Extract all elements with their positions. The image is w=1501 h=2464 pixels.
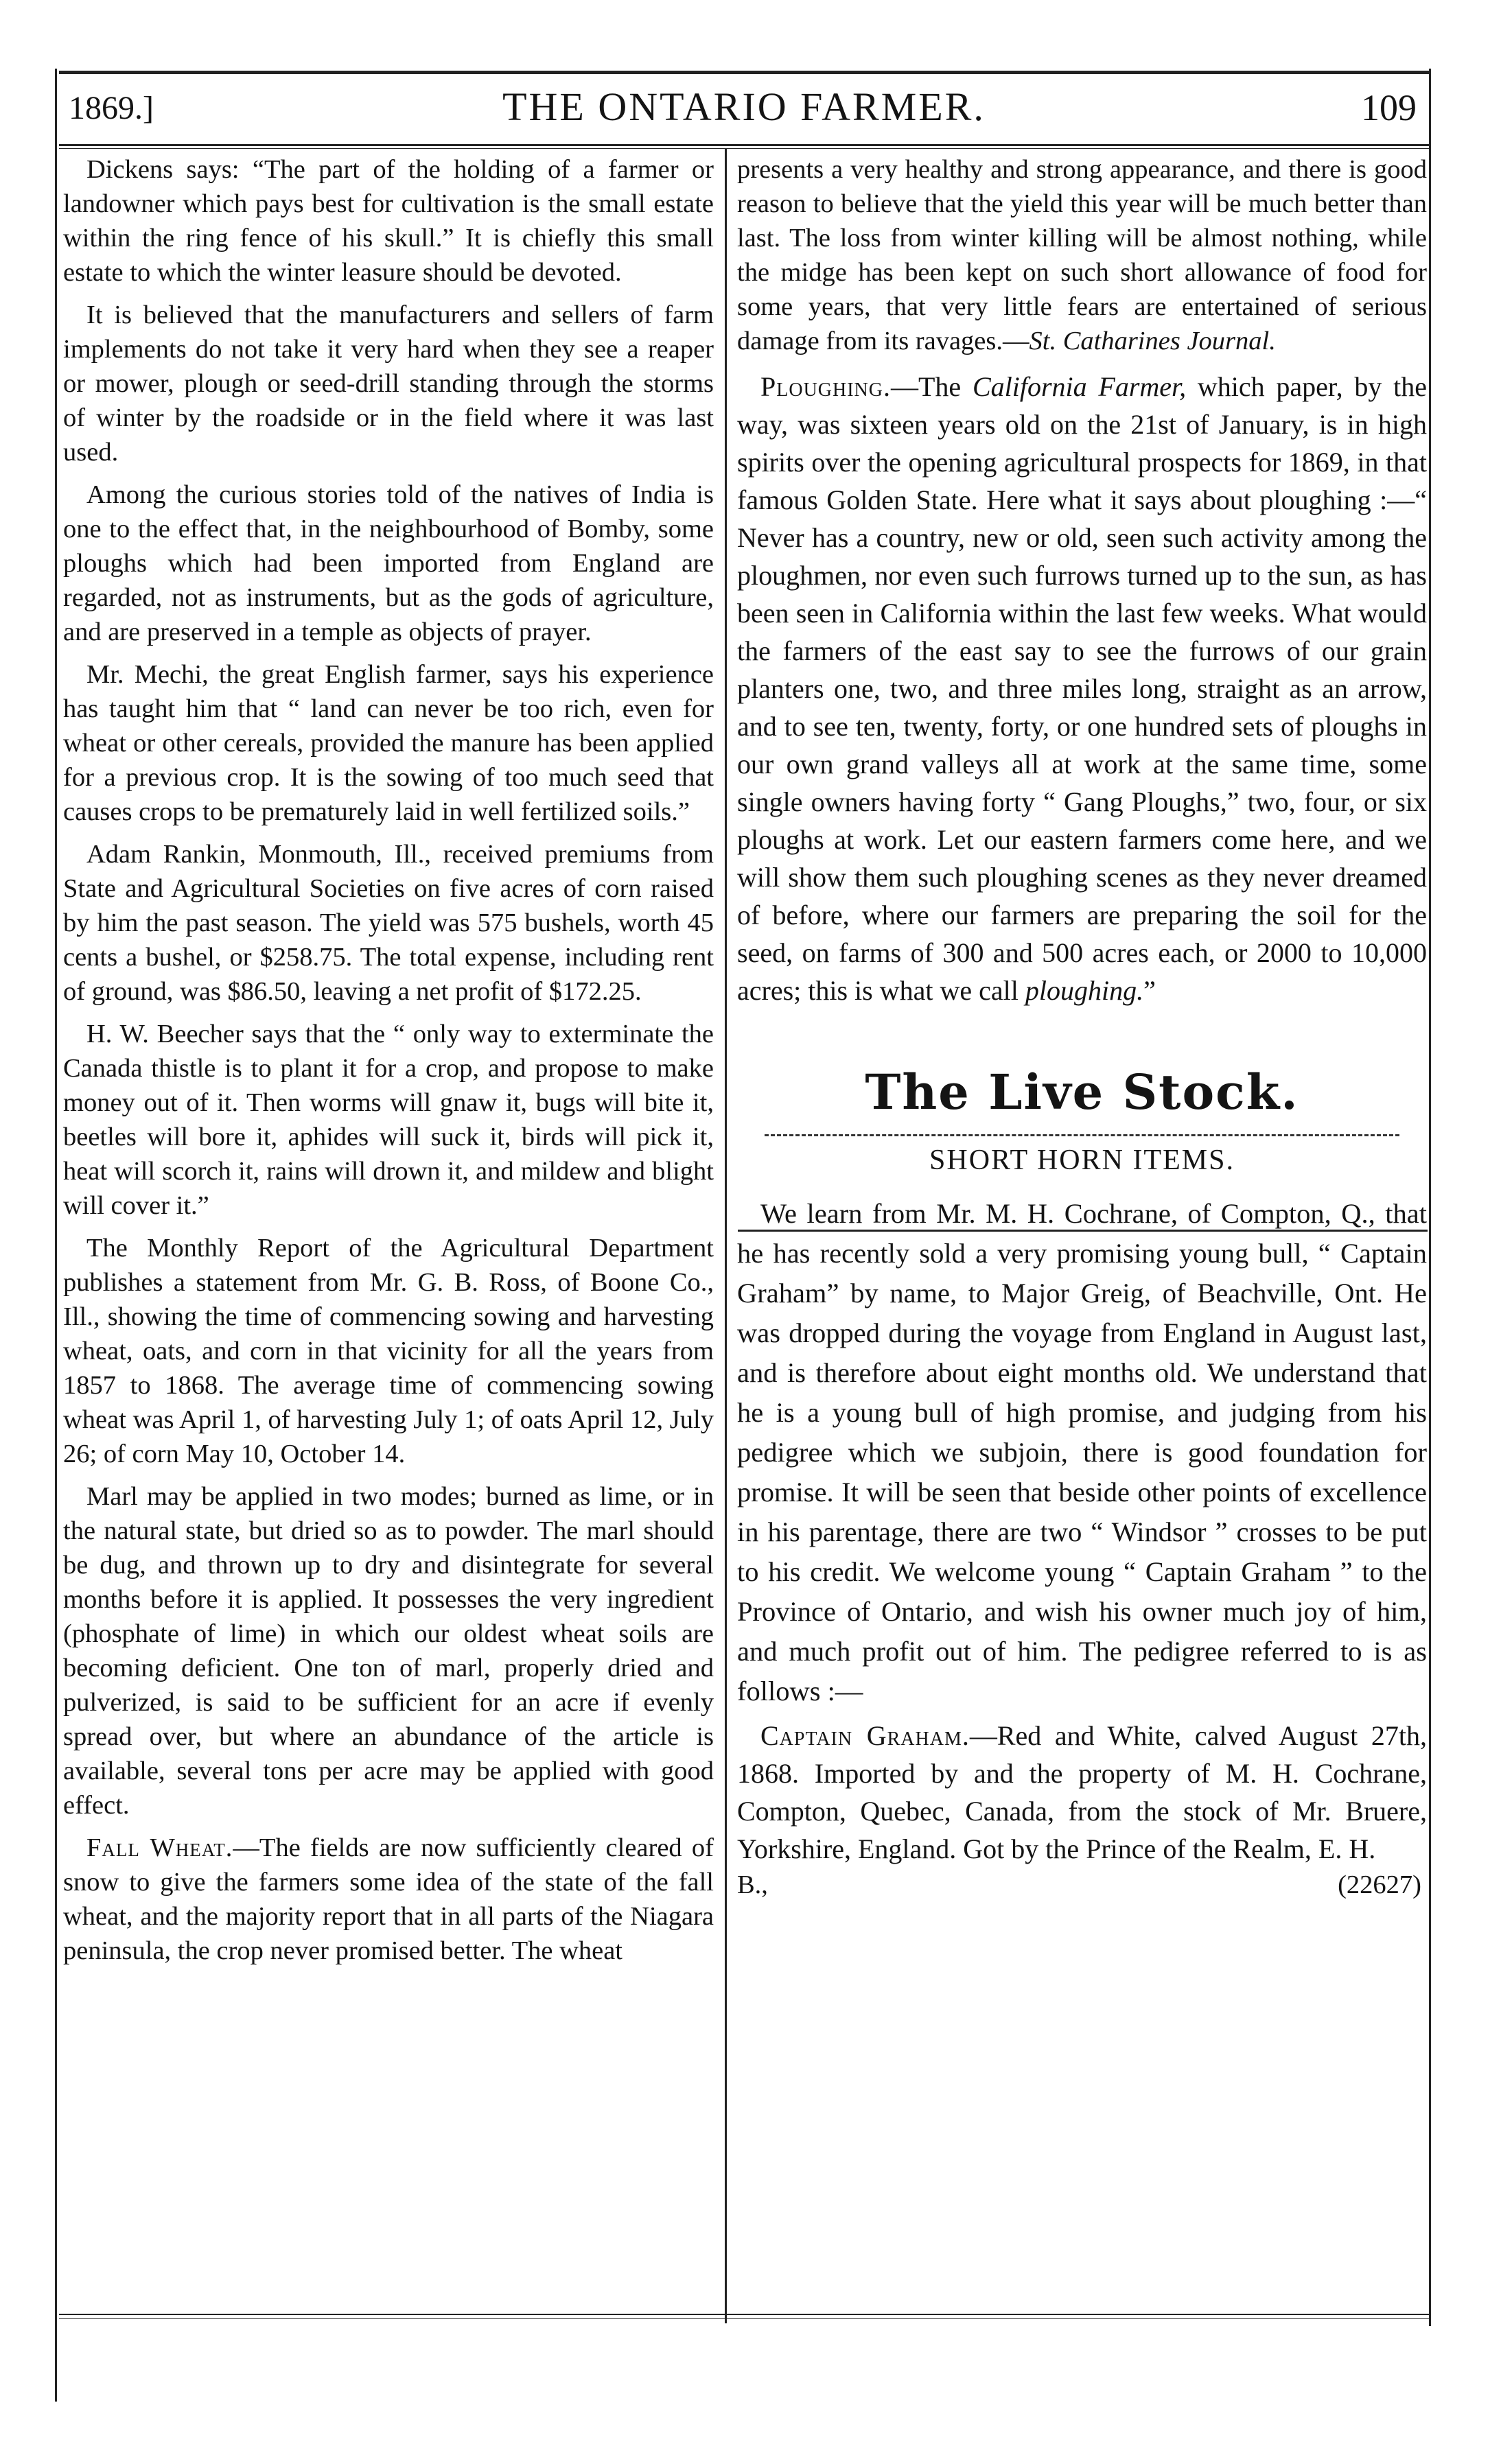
subheading-short-horn: SHORT HORN ITEMS. <box>929 1145 1235 1176</box>
ploughing-block <box>737 368 1427 1009</box>
header-top-rule <box>59 71 1430 74</box>
section-title-live-stock: The Live Stock. <box>865 1064 1299 1120</box>
header-bottom-rule-thin <box>59 148 1430 149</box>
pedigree-tail: B., <box>737 1870 768 1899</box>
ploughing-end: ploughing. <box>1025 975 1144 1006</box>
header-page-number: 109 <box>1361 87 1417 128</box>
paragraph-fall-wheat <box>63 1831 714 1968</box>
paragraph-mechi: Mr. Mechi, the great English farmer, says his experience has taught him that “ land can never be too rich, even for wheat or other cereals, provided the manure has been applied for a previous crop. It is the sowing of too much seed that causes crops to be prematurely laid in well fertilized soils.” <box>63 660 714 826</box>
ploughing-text-a: —The <box>891 371 973 402</box>
paragraph-rankin: Adam Rankin, Monmouth, Ill., received premiums from State and Agricultural Societies on five acres of corn raised by him the past season. The yield was 575 bushels, worth 45 cents a bushel, or $258.75. The total expense, including rent of ground, was $86.50, leaving a net profit of $172.25. <box>63 840 714 1006</box>
paragraph-india-ploughs: Among the curious stories told of the natives of India is one to the effect that, in the neighbourhood of Bomby, some ploughs which had been imported from England are regarded, not as instruments, but as the gods of agriculture, and are preserved in a temple as objects of prayer. <box>63 480 714 646</box>
captain-graham-lead: Captain Graham. <box>760 1720 970 1751</box>
paragraph-monthly-report: The Monthly Report of the Agricultural Department publishes a statement from Mr. G. B. Ross, of Boone Co., Ill., showing the time of commencing sowing and harvesting wheat, oats, and corn in that vicinity for all the years from 1857 to 1868. The average time of commencing sowing wheat was April 1, of harvesting July 1; of oats April 12, July 26; of corn May 10, October 14. <box>63 1234 714 1468</box>
header-year: 1869.] <box>69 90 154 126</box>
ploughing-close: ” <box>1143 975 1156 1006</box>
right-column <box>737 152 1427 2310</box>
wheat-continued-text: presents a very healthy and strong appearance, and there is good reason to believe that the yield this year will be much better than last. The loss from winter killing will be almost nothing, while the midge has been kept on such short allowance of food for some years, that very little fears are entertained of serious damage from its ravages.— <box>737 155 1427 355</box>
left-column <box>63 152 714 2310</box>
footer-rule <box>59 2314 1430 2315</box>
column-divider <box>725 148 727 2323</box>
short-horn-block <box>737 1194 1427 1711</box>
paragraph-dickens: Dickens says: “The part of the holding of a farmer or landowner which pays best for cultivation is the small estate within the ring fence of his skull.” It is chiefly this small estate to which the winter leasure should be devoted. <box>63 155 714 287</box>
fall-wheat-lead: Fall Wheat. <box>86 1833 233 1862</box>
ploughing-text-b: which paper, by the way, was sixteen years old on the 21st of January, is in high spirits over the opening agricultural prospects for 1869, in that famous Golden State. Here what it says about ploughing :—“ Never has a country, new or old, seen such activity among the ploughmen, nor even such furrows turned up to the sun, as has been seen in California within the last few weeks. What would the farmers of the east say to see the furrows of our grain planters one, two, and three miles long, straight as an arrow, and to see ten, twenty, forty, or one hundred sets of ploughs in our own grand valleys all at work at the same time, some single owners having forty “ Gang Ploughs,” two, four, or six ploughs at work. Let our eastern farmers come here, and we will show them such ploughing scenes as they never dreamed of before, where our farmers are preparing the soil for the seed, on farms of 300 and 500 acres each, or 2000 to 10,000 acres; this is what we call <box>737 371 1427 1006</box>
captain-graham-text: —Red and White, calved August 27th, 1868. Imported by and the property of M. H. Cochrane, Compton, Quebec, Canada, from the stock of Mr. Bruere, Yorkshire, England. Got by the Prince of the Realm, E. H. <box>737 1720 1427 1864</box>
paragraph-wheat-continued <box>737 152 1427 358</box>
header-bottom-rule <box>59 144 1430 146</box>
paragraph-captain-graham <box>737 1717 1427 1868</box>
footer-rule-thin <box>59 2318 1430 2319</box>
ornamental-divider <box>765 1127 1399 1136</box>
pedigree-last-line <box>737 1868 1427 1902</box>
paragraph-marl: Marl may be applied in two modes; burned as lime, or in the natural state, but dried so as to powder. The marl should be dug, and thrown up to dry and disintegrate for several months before it is applied. It possesses the very ingredient (phosphate of lime) in which our oldest wheat soils are becoming deficient. One ton of marl, properly dried and pulverized, is said to be sufficient for an acre if evenly spread over, but where an abundance of the article is available, several tons per acre may be applied with good effect. <box>63 1482 714 1820</box>
california-farmer: California Farmer, <box>972 371 1187 402</box>
frame-right-rule <box>1429 69 1431 2326</box>
header-title: THE ONTARIO FARMER. <box>502 84 986 129</box>
ploughing-lead: Ploughing. <box>760 371 891 402</box>
paragraph-cochrane: We learn from Mr. M. H. Cochrane, of Compton, Q., that he has recently sold a very promising young bull, “ Captain Graham” by name, to Major Greig, of Beachville, Ont. He was dropped during the voyage from England in August last, and is therefore about eight months old. We understand that he is a young bull of high promise, and judging from his pedigree which we subjoin, there is good foundation for promise. It will be seen that beside other points of excellence in his parentage, there are two “ Windsor ” crosses to be put to his credit. We welcome young “ Captain Graham ” to the Province of Ontario, and wish his owner much joy of him, and much profit out of him. The pedigree referred to is as follows :— <box>737 1198 1427 1706</box>
wheat-source: St. Catharines Journal. <box>1029 327 1276 355</box>
frame-left-rule <box>55 69 57 2402</box>
paragraph-ploughing <box>737 368 1427 1009</box>
fall-wheat-text: —The fields are now sufficiently cleared of snow to give the farmers some idea of the state of the fall wheat, and the majority report that in all parts of the Niagara peninsula, the crop never promised better. The wheat <box>63 1833 714 1965</box>
paragraph-implements: It is believed that the manufacturers and sellers of farm implements do not take it very hard when they see a reaper or mower, plough or seed-drill standing through the storms of winter by the roadside or in the field where it was last used. <box>63 301 714 467</box>
herd-book-number: (22627) <box>1338 1870 1421 1899</box>
pedigree-block <box>737 1717 1427 1902</box>
page-header <box>59 74 1429 150</box>
paragraph-beecher: H. W. Beecher says that the “ only way to exterminate the Canada thistle is to plant it for a crop, and propose to make money out of it. Then worms will gnaw it, bugs will bite it, beetles will bore it, aphides will suck it, birds will pick it, heat will scorch it, rains will drown it, and mildew and blight will cover it.” <box>63 1020 714 1220</box>
